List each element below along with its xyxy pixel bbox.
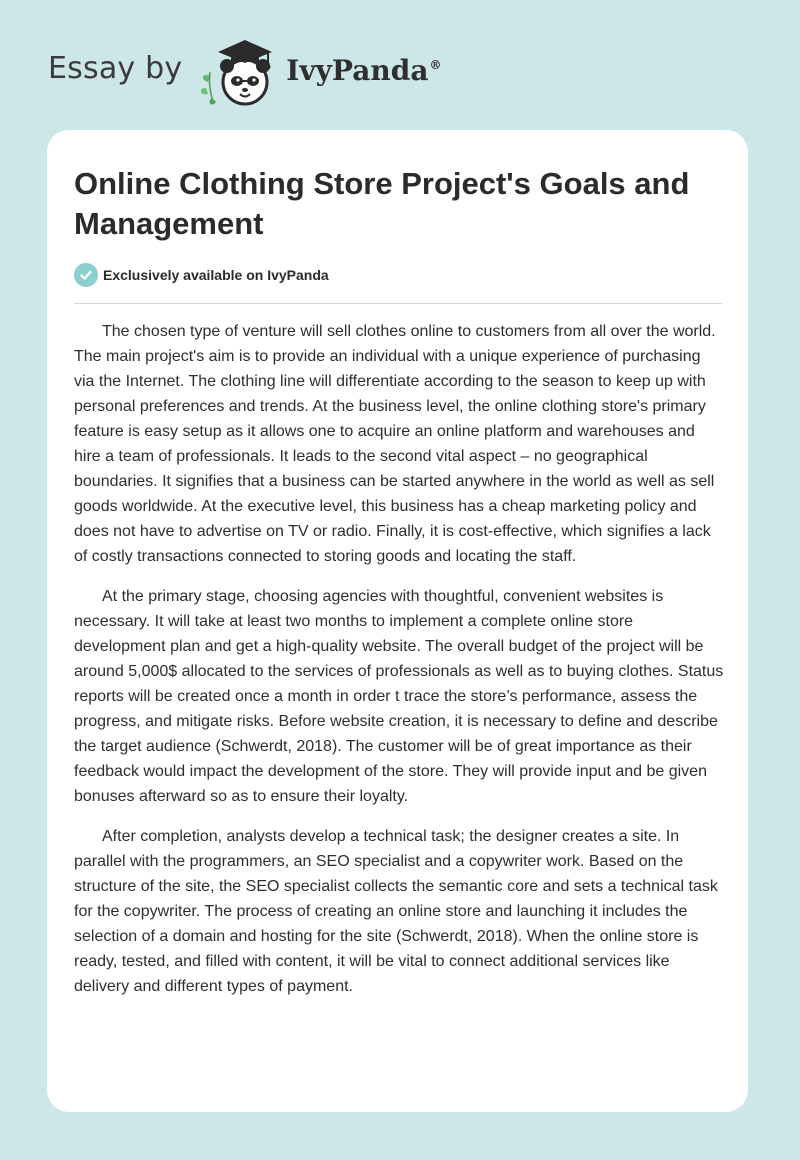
badge-label: Exclusively available on IvyPanda bbox=[103, 267, 329, 283]
registered-mark: ® bbox=[429, 58, 442, 73]
exclusive-badge bbox=[74, 263, 329, 287]
essay-body bbox=[74, 319, 725, 1014]
brand-name[interactable] bbox=[286, 54, 441, 87]
panda-graduate-icon[interactable] bbox=[196, 36, 282, 108]
paragraph: At the primary stage, choosing agencies with thoughtful, convenient websites is necessary. It will take at least two months to implement a complete online store development plan and get a high-quality website. The overall budget of the project will be around 5,000$ allocated to the services of professionals as well as to buying clothes. Status reports will be created once a month in order t trace the store’s performance, assess the progress, and mitigate risks. Before website creation, it is necessary to define and describe the target audience (Schwerdt, 2018). The customer will be of great importance as their feedback would impact the development of the store. They will provide input and be given bonuses afterward so as to ensure their loyalty. bbox=[74, 588, 724, 805]
paragraph: After completion, analysts develop a technical task; the designer creates a site. In parallel with the programmers, an SEO specialist and a copywriter work. Based on the structure of the site, the SEO specialist collects the semantic core and sets a technical task for the copywriter. The process of creating an online store and launching it includes the selection of a domain and hosting for the site (Schwerdt, 2018). When the online store is ready, tested, and filled with content, it will be vital to connect additional services like delivery and different types of payment. bbox=[74, 828, 718, 995]
site-header bbox=[48, 36, 441, 108]
page-title: Online Clothing Store Project's Goals and Management bbox=[74, 166, 690, 241]
essay-by-label: Essay by bbox=[48, 50, 183, 86]
check-circle-icon bbox=[74, 263, 98, 287]
brand-label: IvyPanda bbox=[286, 53, 429, 87]
paragraph: The chosen type of venture will sell clothes online to customers from all over the world. The main project's aim is to provide an individual with a unique experience of purchasing via the Internet. The clothing line will differentiate according to the season to keep up with personal preferences and trends. At the business level, the online clothing store's primary feature is easy setup as it allows one to acquire an online platform and warehouses and hire a team of professionals. It leads to the second vital aspect – no geographical boundaries. It signifies that a business can be started anywhere in the world as well as sell goods worldwide. At the executive level, this business has a cheap marketing policy and does not have to advertise on TV or radio. Finally, it is cost-effective, which signifies a lack of costly transactions connected to storing goods and locating the staff. bbox=[74, 323, 716, 565]
essay-card bbox=[47, 130, 748, 1112]
divider bbox=[74, 303, 722, 304]
